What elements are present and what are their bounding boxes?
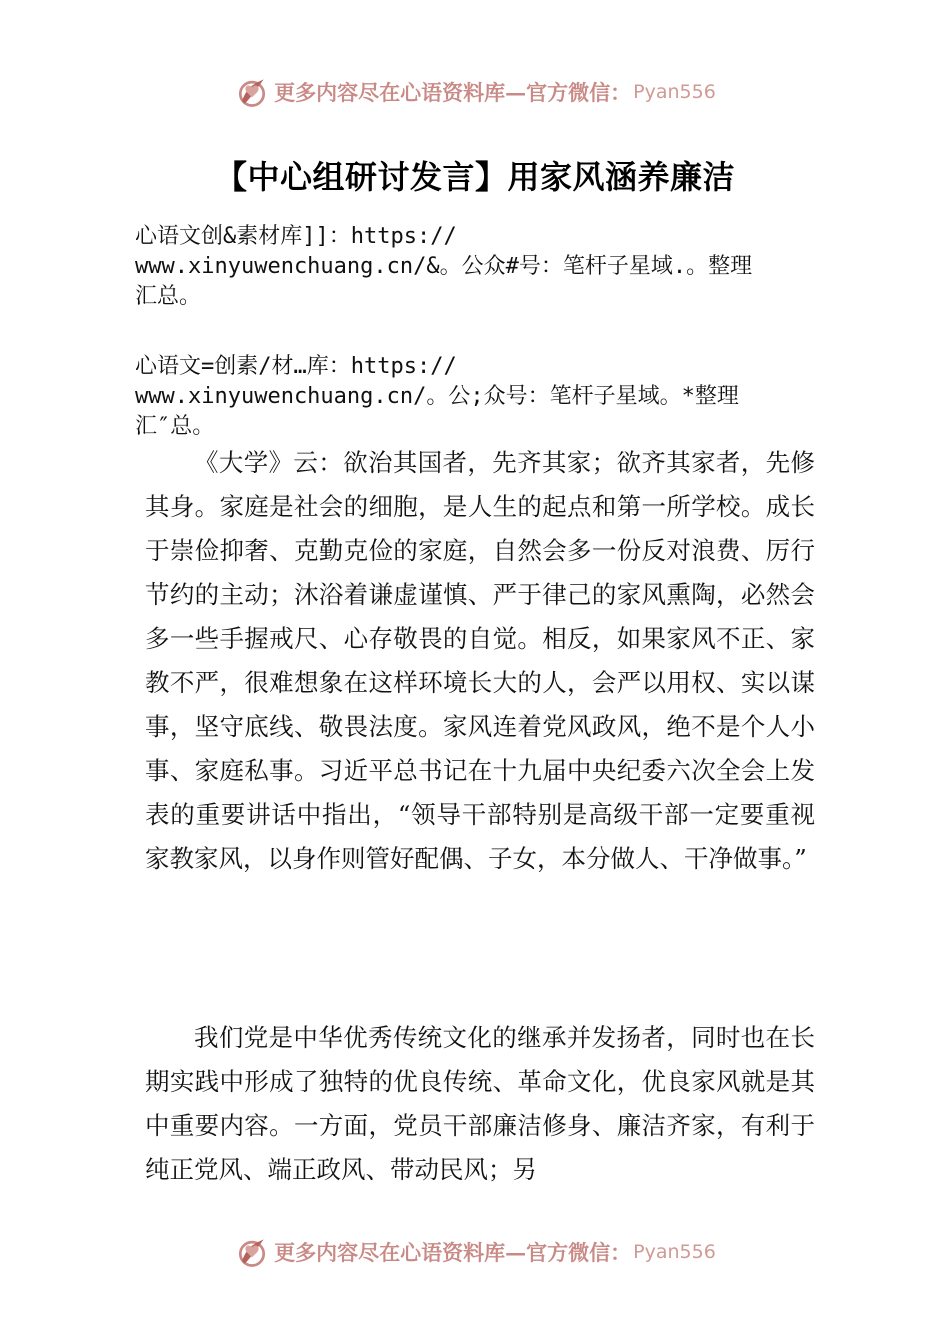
- banner-wechat-id: Pyan556: [633, 1241, 716, 1263]
- heart-flame-logo-icon: [234, 1234, 270, 1270]
- body-paragraph: 我们党是中华优秀传统文化的继承并发扬者，同时也在长期实践中形成了独特的优良传统、革命文化，优良家风就是其中重要内容。一方面，党员干部廉洁修身、廉洁齐家，有利于纯正党风、端正政风、带动民风；另: [145, 1023, 815, 1184]
- banner-text: 更多内容尽在心语资料库—官方微信：: [274, 1240, 632, 1265]
- body-paragraph: 《大学》云：欲治其国者，先齐其家；欲齐其家者，先修其身。家庭是社会的细胞，是人生的起点和第一所学校。成长于崇俭抑奢、克勤克俭的家庭，自然会多一份反对浪费、厉行节约的主动；沐浴着谦虚谨慎、严于律己的家风熏陶，必然会多一些手握戒尺、心存敬畏的自觉。相反，如果家风不正、家教不严，很难想象在这样环境长大的人，会严以用权、实以谋事，坚守底线、敬畏法度。家风连着党风政风，绝不是个人小事、家庭私事。习近平总书记在十九届中央纪委六次全会上发表的重要讲话中指出，“领导干部特别是高级干部一定要重视家教家风，以身作则管好配偶、子女，本分做人、干净做事。”: [145, 448, 815, 873]
- heart-flame-logo-icon: [234, 74, 270, 110]
- banner-text: 更多内容尽在心语资料库—官方微信：: [274, 80, 632, 105]
- source-note: 心语文创&素材库]]：https:// www.xinyuwenchuang.cn/&。公众#号：笔杆子星域.。整理 汇总。: [135, 224, 753, 309]
- document-title: 【中心组研讨发言】用家风涵养廉洁: [214, 158, 735, 196]
- header-banner: [0, 70, 950, 114]
- banner-wechat-id: Pyan556: [633, 81, 716, 103]
- footer-banner: [0, 1230, 950, 1274]
- source-note: 心语文=创素/材…库：https:// www.xinyuwenchuang.cn/。公;众号：笔杆子星域。*整理 汇″总。: [135, 354, 739, 439]
